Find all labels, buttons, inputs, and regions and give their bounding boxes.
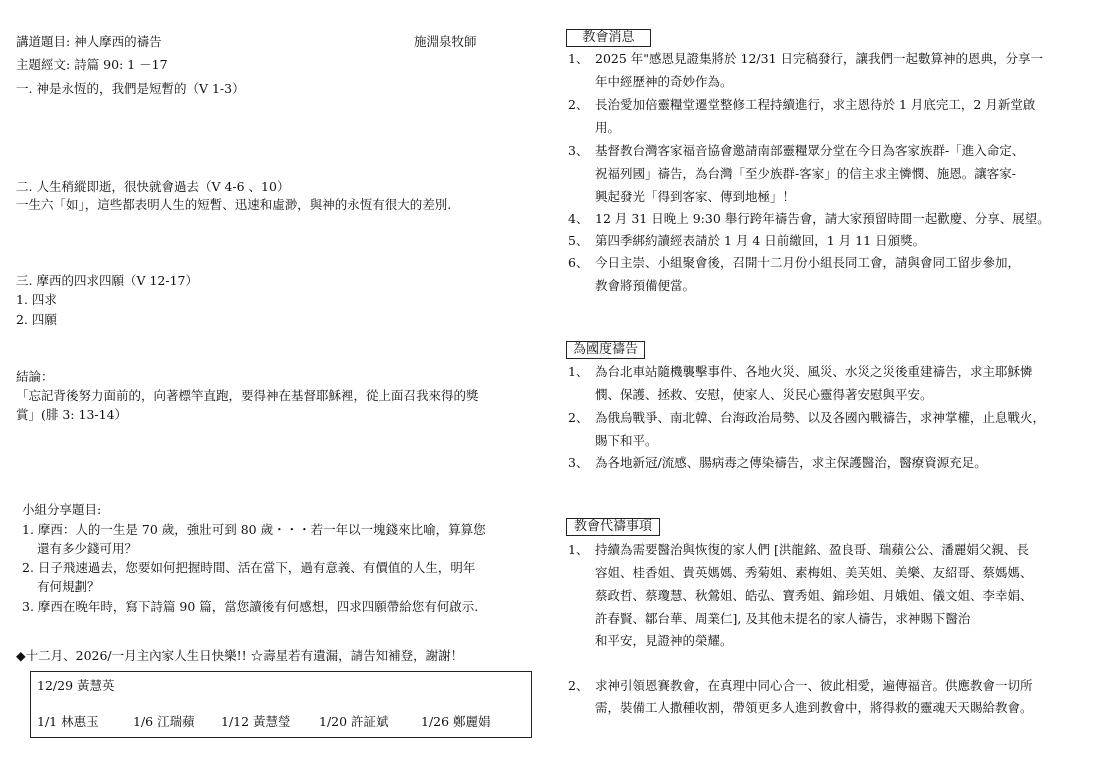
- nation-item-text: 憫、保護、拯救、安慰，使家人、災民心靈得著安慰與平安。: [595, 387, 933, 402]
- news-item-text: 基督教台灣客家福音協會邀請南部靈糧眾分堂在今日為客家族群-「進入命定、: [595, 143, 1025, 158]
- intercession-item-number: 1、: [568, 542, 589, 557]
- intercession-item-text: 和平安，見證神的榮耀。: [595, 633, 733, 648]
- news-item-text: 12 月 31 日晚上 9:30 舉行跨年禱告會，請大家預留時間一起歡慶、分享、展望。: [595, 211, 1050, 226]
- news-item-text: 用。: [595, 120, 621, 135]
- small-group-question-2-cont: 有何規劃？: [37, 579, 100, 594]
- news-item-number: 6、: [568, 255, 589, 270]
- news-item-text: 教會將預備便當。: [595, 278, 696, 293]
- small-group-question-3: 3. 摩西在晚年時，寫下詩篇 90 篇，當您讀後有何感想，四求四願帶給您有何啟示.: [22, 599, 479, 614]
- small-group-question-1: 1. 摩西：人的一生是 70 歲，強壯可到 80 歲・・・若一年以一塊錢來比喻，算算您: [22, 522, 486, 537]
- news-item-number: 3、: [568, 143, 589, 158]
- small-group-heading: 小組分享題目:: [22, 502, 102, 517]
- conclusion-text-line: 「忘記背後努力面前的，向著標竿直跑，要得神在基督耶穌裡，從上面召我來得的獎: [16, 388, 479, 403]
- nation-item-number: 2、: [568, 410, 589, 425]
- nation-item-text: 為各地新冠/流感、腸病毒之傳染禱告，求主保護醫治，醫療資源充足。: [595, 455, 987, 470]
- news-item-text: 今日主崇、小組聚會後，召開十二月份小組長同工會，請與會同工留步參加，: [595, 255, 1021, 270]
- sermon-point-3-item: 2. 四願: [16, 312, 57, 327]
- conclusion-text-line: 賞」(腓 3: 13-14）: [16, 407, 128, 422]
- intercession-item-text: 容姐、桂香姐、貴英媽媽、秀菊姐、素梅姐、美芙姐、美樂、友紹哥、蔡媽媽、: [595, 565, 1033, 580]
- sermon-point-3: 三. 摩西的四求四願（V 12-17）: [16, 273, 198, 288]
- sermon-point-2: 二. 人生稍縱即逝，很快就會過去（V 4-6 、10）: [16, 179, 290, 194]
- nation-prayer-label: 為國度禱告: [566, 341, 645, 359]
- birthday-entry: 1/6 江瑞蘋: [133, 714, 195, 729]
- intercession-item-text: 需，裝備工人撒種收割，帶領更多人進到教會中，將得救的靈魂天天賜給教會。: [595, 700, 1033, 715]
- news-item-number: 1、: [568, 51, 589, 66]
- intercession-item-text: 求神引領恩賽教會，在真理中同心合一、彼此相愛，遍傳福音。供應教會一切所: [595, 678, 1033, 693]
- sermon-point-3-item: 1. 四求: [16, 292, 57, 307]
- intercession-item-text: 許春賢、鄒台華、周業仁], 及其他未提名的家人禱告，求神賜下醫治: [595, 611, 971, 626]
- news-item-text: 第四季綁約讀經表請於 1 月 4 日前繳回，1 月 11 日頒獎。: [595, 233, 926, 248]
- small-group-question-2: 2. 日子飛速過去，您要如何把握時間、活在當下，過有意義、有價值的人生，明年: [22, 560, 476, 575]
- nation-item-text: 為台北車站隨機襲擊事件、各地火災、風災、水災之災後重建禱告，求主耶穌憐: [595, 364, 1033, 379]
- nation-item-number: 3、: [568, 455, 589, 470]
- news-item-text: 祝福列國」禱告，為台灣「至少族群-客家」的信主求主憐憫、施恩。讓客家-: [595, 166, 1016, 181]
- birthday-entry: 1/20 許証斌: [319, 714, 389, 729]
- nation-item-text: 賜下和平。: [595, 433, 658, 448]
- news-item-number: 5、: [568, 233, 589, 248]
- preacher-name: 施淵泉牧師: [414, 34, 477, 49]
- scripture-reference: 主題經文: 詩篇 90: 1 －17: [16, 57, 168, 72]
- news-item-text: 2025 年"感恩見證集將於 12/31 日完稿發行，讓我們一起數算神的恩典，分享一: [595, 51, 1044, 66]
- church-news-label: 教會消息: [566, 29, 651, 47]
- news-item-text: 年中經歷神的奇妙作為。: [595, 74, 733, 89]
- news-item-text: 長治愛加倍靈糧堂遷堂整修工程持續進行，求主恩待於 1 月底完工，2 月新堂啟: [595, 97, 1036, 112]
- news-item-number: 2、: [568, 97, 589, 112]
- sermon-title: 講道題目: 神人摩西的禱告: [16, 34, 162, 49]
- nation-item-text: 為俄烏戰爭、南北韓、台海政治局勢、以及各國內戰禱告，求神掌權，止息戰火，: [595, 410, 1046, 425]
- small-group-question-1-cont: 還有多少錢可用？: [37, 541, 138, 556]
- birthday-heading: ◆十二月、2026/一月主內家人生日快樂!! ☆壽星若有遺漏，請告知補登，謝謝！: [16, 648, 464, 663]
- church-intercession-label: 教會代禱事項: [566, 518, 660, 536]
- sermon-point-1: 一. 神是永恆的，我們是短暫的（V 1-3）: [16, 81, 245, 96]
- conclusion-label: 結論：: [16, 369, 54, 384]
- birthday-entry: 1/12 黃慧瑩: [221, 714, 291, 729]
- sermon-point-2-description: 一生六「如」，這些都表明人生的短暫、迅速和虛渺，與神的永恆有很大的差別.: [16, 197, 452, 212]
- news-item-text: 興起發光「得到客家、傳到地極」！: [595, 189, 796, 204]
- intercession-item-number: 2、: [568, 678, 589, 693]
- nation-item-number: 1、: [568, 364, 589, 379]
- birthday-entry: 12/29 黃慧英: [37, 678, 115, 693]
- birthday-entry: 1/1 林惠玉: [37, 714, 99, 729]
- intercession-item-text: 蔡政哲、蔡瓊慧、秋鶯姐、皓弘、寶秀姐、錦珍姐、月娥姐、儀文姐、李幸娟、: [595, 588, 1033, 603]
- intercession-item-text: 持續為需要醫治與恢復的家人們 [洪龍銘、盈良哥、瑞蘋公公、潘麗娟父親、長: [595, 542, 1029, 557]
- birthday-entry: 1/26 鄭麗娟: [421, 714, 491, 729]
- news-item-number: 4、: [568, 211, 589, 226]
- birthday-box: [30, 671, 532, 738]
